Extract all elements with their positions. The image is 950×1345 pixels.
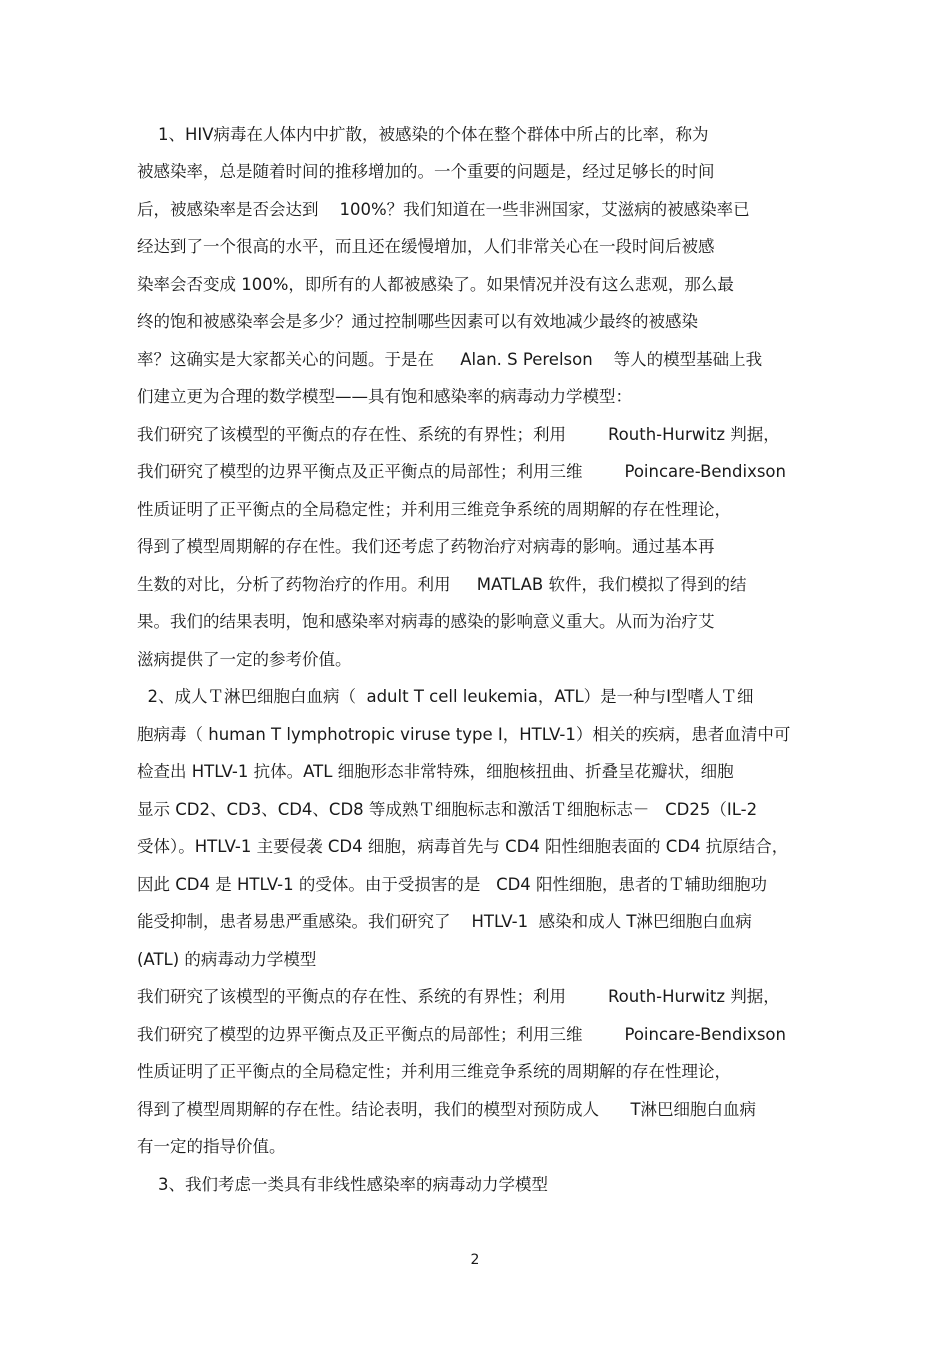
text-line: 后，被感染率是否会达到 100%？我们知道在一些非洲国家，艾滋病的被感染率已 <box>137 200 750 219</box>
text-line: 有一定的指导价值。 <box>137 1137 286 1156</box>
text-line: 滋病提供了一定的参考价值。 <box>137 650 352 669</box>
text-line: 终的饱和被感染率会是多少？通过控制哪些因素可以有效地减少最终的被感染 <box>137 312 698 331</box>
text-line: 们建立更为合理的数学模型——具有饱和感染率的病毒动力学模型： <box>137 387 632 406</box>
text-line: 染率会否变成 100%，即所有的人都被感染了。如果情况并没有这么悲观，那么最 <box>137 275 734 294</box>
text-line: 果。我们的结果表明，饱和感染率对病毒的感染的影响意义重大。从而为治疗艾 <box>137 612 715 631</box>
text-line: 显示 CD2、CD3、CD4、CD8 等成熟Ｔ细胞标志和激活Ｔ细胞标志－ CD25（IL-2 <box>137 800 758 819</box>
text-line: 生数的对比，分析了药物治疗的作用。利用 MATLAB 软件，我们模拟了得到的结 <box>137 575 747 594</box>
text-line: 1、HIV病毒在人体内中扩散，被感染的个体在整个群体中所占的比率，称为 <box>137 125 709 144</box>
text-line: 因此 CD4 是 HTLV-1 的受体。由于受损害的是 CD4 阳性细胞，患者的Ｔ辅助细胞功 <box>137 875 768 894</box>
page-number: 2 <box>470 1252 480 1268</box>
text-line: 我们研究了该模型的平衡点的存在性、系统的有界性；利用 Routh-Hurwitz 判据， <box>137 425 780 444</box>
text-line: 被感染率，总是随着时间的推移增加的。一个重要的问题是，经过足够长的时间 <box>137 162 715 181</box>
text-line: 性质证明了正平衡点的全局稳定性；并利用三维竞争系统的周期解的存在性理论， <box>137 500 731 519</box>
text-line: 2、成人Ｔ淋巴细胞白血病（ adult T cell leukemia，ATL）是一种与Ⅰ型嗜人Ｔ细 <box>137 687 754 706</box>
text-line: 得到了模型周期解的存在性。结论表明，我们的模型对预防成人 T淋巴细胞白血病 <box>137 1100 757 1119</box>
text-line: 能受抑制，患者易患严重感染。我们研究了 HTLV-1 感染和成人 T淋巴细胞白血病 <box>137 912 752 931</box>
text-line: 性质证明了正平衡点的全局稳定性；并利用三维竞争系统的周期解的存在性理论， <box>137 1062 731 1081</box>
text-line: 3、我们考虑一类具有非线性感染率的病毒动力学模型 <box>137 1175 548 1194</box>
text-line: 经达到了一个很高的水平，而且还在缓慢增加，人们非常关心在一段时间后被感 <box>137 237 715 256</box>
text-line: (ATL) 的病毒动力学模型 <box>137 950 317 969</box>
text-line: 我们研究了模型的边界平衡点及正平衡点的局部性；利用三维 Poincare-Bendixson <box>137 462 786 481</box>
text-line: 得到了模型周期解的存在性。我们还考虑了药物治疗对病毒的影响。通过基本再 <box>137 537 715 556</box>
text-line: 受体）。HTLV-1 主要侵袭 CD4 细胞，病毒首先与 CD4 阳性细胞表面的 CD4 抗原结合， <box>137 837 789 856</box>
text-line: 率？这确实是大家都关心的问题。于是在 Alan. S Perelson 等人的模型基础上我 <box>137 350 763 369</box>
text-line: 检查出 HTLV-1 抗体。ATL 细胞形态非常特殊，细胞核扭曲、折叠呈花瓣状，细胞 <box>137 762 734 781</box>
text-line: 我们研究了该模型的平衡点的存在性、系统的有界性；利用 Routh-Hurwitz 判据， <box>137 987 780 1006</box>
text-line: 胞病毒（ human T lymphotropic viruse type I，HTLV-1）相关的疾病，患者血清中可 <box>137 725 791 744</box>
text-line: 我们研究了模型的边界平衡点及正平衡点的局部性；利用三维 Poincare-Bendixson <box>137 1025 786 1044</box>
